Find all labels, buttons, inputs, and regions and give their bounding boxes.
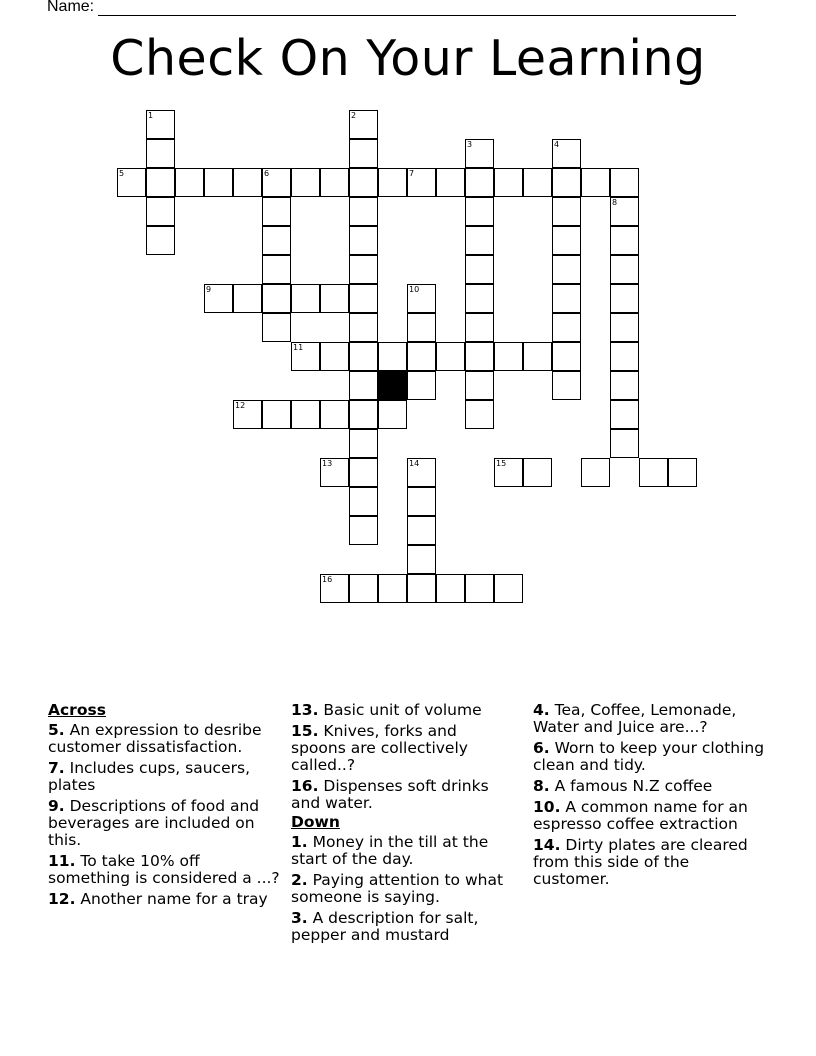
across-clue	[48, 853, 280, 887]
clue-text: Descriptions of food and beverages are included on this.	[48, 797, 260, 849]
crossword-cell[interactable]	[349, 255, 378, 284]
crossword-cell[interactable]	[610, 255, 639, 284]
crossword-cell[interactable]	[349, 429, 378, 458]
clue-number: 7	[409, 169, 415, 178]
crossword-cell[interactable]	[320, 458, 349, 487]
crossword-cell[interactable]	[349, 458, 378, 487]
clue-text: Another name for a tray	[80, 890, 268, 908]
clue-number-label: 5.	[48, 721, 65, 739]
crossword-cell[interactable]	[494, 574, 523, 603]
clue-number-label: 11.	[48, 852, 76, 870]
across-clue	[291, 702, 513, 719]
crossword-cell[interactable]	[349, 342, 378, 371]
crossword-cell[interactable]	[436, 574, 465, 603]
crossword-cell[interactable]	[465, 342, 494, 371]
crossword-cell[interactable]	[668, 458, 697, 487]
clues-column-3	[533, 702, 765, 892]
down-clue	[533, 799, 765, 833]
crossword-cell[interactable]	[146, 168, 175, 197]
crossword-cell[interactable]	[378, 400, 407, 429]
down-clue	[533, 778, 765, 795]
clue-text: A description for salt, pepper and mustard	[291, 909, 479, 944]
crossword-cell[interactable]	[581, 168, 610, 197]
clue-number: 9	[206, 285, 212, 294]
crossword-cell[interactable]	[407, 487, 436, 516]
clue-number-label: 6.	[533, 739, 550, 757]
clue-number: 1	[148, 111, 154, 120]
crossword-cell[interactable]	[291, 342, 320, 371]
crossword-cell[interactable]	[407, 371, 436, 400]
crossword-cell[interactable]	[494, 342, 523, 371]
crossword-cell[interactable]	[552, 226, 581, 255]
crossword-cell[interactable]	[349, 313, 378, 342]
across-clue	[291, 778, 513, 812]
down-clue	[533, 702, 765, 736]
page-title: Check On Your Learning	[110, 30, 706, 87]
crossword-cell[interactable]	[262, 400, 291, 429]
crossword-cell[interactable]	[407, 342, 436, 371]
clue-number-label: 9.	[48, 797, 65, 815]
crossword-cell[interactable]	[349, 487, 378, 516]
clue-number: 16	[322, 575, 333, 584]
clue-number-label: 7.	[48, 759, 65, 777]
clue-number-label: 3.	[291, 909, 308, 927]
clue-text: Dirty plates are cleared from this side of the customer.	[533, 836, 748, 888]
clue-number-label: 16.	[291, 777, 319, 795]
clue-text: Money in the till at the start of the day.	[291, 833, 489, 868]
clue-text: Tea, Coffee, Lemonade, Water and Juice are...?	[533, 701, 737, 736]
crossword-cell[interactable]	[262, 197, 291, 226]
clue-number: 13	[322, 459, 333, 468]
clue-number: 14	[409, 459, 420, 468]
down-heading: Down	[291, 813, 340, 831]
crossword-cell[interactable]	[349, 226, 378, 255]
crossword-cell[interactable]	[610, 429, 639, 458]
clue-text: Knives, forks and spoons are collectively called..?	[291, 722, 468, 774]
crossword-cell[interactable]	[552, 371, 581, 400]
down-clue	[533, 837, 765, 888]
crossword-cell[interactable]	[146, 226, 175, 255]
clue-text: Paying attention to what someone is saying.	[291, 871, 504, 906]
crossword-cell[interactable]	[349, 139, 378, 168]
crossword-cell[interactable]	[349, 168, 378, 197]
crossword-cell[interactable]	[349, 197, 378, 226]
crossword-cell[interactable]	[639, 458, 668, 487]
down-clue	[291, 834, 513, 868]
crossword-cell[interactable]	[465, 574, 494, 603]
crossword-cell[interactable]	[204, 168, 233, 197]
crossword-cell[interactable]	[204, 284, 233, 313]
crossword-cell[interactable]	[523, 458, 552, 487]
crossword-cell[interactable]	[262, 168, 291, 197]
crossword-cell[interactable]	[320, 284, 349, 313]
crossword-cell[interactable]	[349, 371, 378, 400]
clue-number-label: 13.	[291, 701, 319, 719]
crossword-cell[interactable]	[610, 197, 639, 226]
crossword-cell[interactable]	[262, 313, 291, 342]
crossword-cell[interactable]	[407, 574, 436, 603]
down-clue	[291, 910, 513, 944]
crossword-cell[interactable]	[320, 400, 349, 429]
crossword-cell[interactable]	[407, 458, 436, 487]
clues-column-1	[48, 702, 280, 912]
crossword-cell[interactable]	[610, 284, 639, 313]
crossword-block	[378, 371, 407, 400]
crossword-cell[interactable]	[465, 168, 494, 197]
crossword-cell[interactable]	[552, 284, 581, 313]
crossword-cell[interactable]	[262, 284, 291, 313]
clue-number-label: 8.	[533, 777, 550, 795]
crossword-cell[interactable]	[378, 342, 407, 371]
clue-text: A common name for an espresso coffee extraction	[533, 798, 748, 833]
crossword-cell[interactable]	[320, 168, 349, 197]
clue-number: 6	[264, 169, 270, 178]
clue-text: To take 10% off something is considered a ...?	[48, 852, 280, 887]
crossword-cell[interactable]	[320, 574, 349, 603]
crossword-cell[interactable]	[407, 284, 436, 313]
crossword-cell[interactable]	[407, 313, 436, 342]
crossword-cell[interactable]	[552, 255, 581, 284]
crossword-cell[interactable]	[494, 168, 523, 197]
clue-text: Dispenses soft drinks and water.	[291, 777, 489, 812]
clue-number: 12	[235, 401, 246, 410]
clue-text: A famous N.Z coffee	[554, 777, 713, 795]
crossword-cell[interactable]	[349, 110, 378, 139]
name-label: Name:	[47, 0, 95, 15]
clue-text: Worn to keep your clothing clean and tidy.	[533, 739, 765, 774]
clue-number: 2	[351, 111, 357, 120]
crossword-cell[interactable]	[378, 168, 407, 197]
clues-column-2	[291, 702, 513, 948]
across-clue	[48, 798, 280, 849]
crossword-cell[interactable]	[233, 284, 262, 313]
down-clue	[533, 740, 765, 774]
crossword-cell[interactable]	[407, 545, 436, 574]
crossword-cell[interactable]	[523, 168, 552, 197]
clue-number-label: 12.	[48, 890, 76, 908]
crossword-cell[interactable]	[320, 342, 349, 371]
crossword-cell[interactable]	[291, 400, 320, 429]
crossword-cell[interactable]	[117, 168, 146, 197]
across-clue	[48, 760, 280, 794]
clue-number-label: 10.	[533, 798, 561, 816]
clue-text: Includes cups, saucers, plates	[48, 759, 250, 794]
crossword-cell[interactable]	[146, 110, 175, 139]
crossword-cell[interactable]	[552, 197, 581, 226]
clue-number-label: 4.	[533, 701, 550, 719]
crossword-cell[interactable]	[378, 574, 407, 603]
crossword-cell[interactable]	[610, 226, 639, 255]
crossword-cell[interactable]	[262, 226, 291, 255]
crossword-cell[interactable]	[465, 284, 494, 313]
crossword-cell[interactable]	[465, 371, 494, 400]
crossword-cell[interactable]	[291, 168, 320, 197]
clue-number-label: 15.	[291, 722, 319, 740]
clue-number-label: 1.	[291, 833, 308, 851]
crossword-cell[interactable]	[465, 313, 494, 342]
crossword-cell[interactable]	[581, 458, 610, 487]
clue-number-label: 14.	[533, 836, 561, 854]
crossword-cell[interactable]	[175, 168, 204, 197]
crossword-cell[interactable]	[407, 168, 436, 197]
crossword-cell[interactable]	[465, 226, 494, 255]
crossword-cell[interactable]	[349, 284, 378, 313]
crossword-cell[interactable]	[610, 371, 639, 400]
across-clue	[291, 723, 513, 774]
crossword-cell[interactable]	[465, 255, 494, 284]
crossword-cell[interactable]	[436, 168, 465, 197]
crossword-cell[interactable]	[146, 197, 175, 226]
crossword-cell[interactable]	[523, 342, 552, 371]
clue-text: An expression to desribe customer dissatisfaction.	[48, 721, 262, 756]
clue-number: 15	[496, 459, 507, 468]
clue-number: 8	[612, 198, 618, 207]
crossword-cell[interactable]	[552, 313, 581, 342]
crossword-cell[interactable]	[552, 168, 581, 197]
crossword-cell[interactable]	[552, 139, 581, 168]
clue-number: 4	[554, 140, 560, 149]
clue-number-label: 2.	[291, 871, 308, 889]
crossword-cell[interactable]	[494, 458, 523, 487]
crossword-cell[interactable]	[146, 139, 175, 168]
clue-number: 3	[467, 140, 473, 149]
crossword-cell[interactable]	[233, 400, 262, 429]
across-heading: Across	[48, 701, 106, 719]
crossword-cell[interactable]	[465, 197, 494, 226]
crossword-cell[interactable]	[407, 516, 436, 545]
crossword-cell[interactable]	[349, 574, 378, 603]
crossword-cell[interactable]	[610, 313, 639, 342]
crossword-cell[interactable]	[552, 342, 581, 371]
crossword-cell[interactable]	[436, 342, 465, 371]
down-clue	[291, 872, 513, 906]
across-clue	[48, 722, 280, 756]
crossword-cell[interactable]	[233, 168, 262, 197]
clue-number: 11	[293, 343, 304, 352]
clue-text: Basic unit of volume	[323, 701, 482, 719]
crossword-cell[interactable]	[610, 342, 639, 371]
clue-number: 10	[409, 285, 420, 294]
crossword-cell[interactable]	[465, 400, 494, 429]
crossword-cell[interactable]	[349, 516, 378, 545]
crossword-cell[interactable]	[465, 139, 494, 168]
clue-number: 5	[119, 169, 125, 178]
crossword-cell[interactable]	[262, 255, 291, 284]
crossword-cell[interactable]	[610, 168, 639, 197]
crossword-cell[interactable]	[291, 284, 320, 313]
crossword-cell[interactable]	[610, 400, 639, 429]
across-clue	[48, 891, 280, 908]
crossword-cell[interactable]	[349, 400, 378, 429]
